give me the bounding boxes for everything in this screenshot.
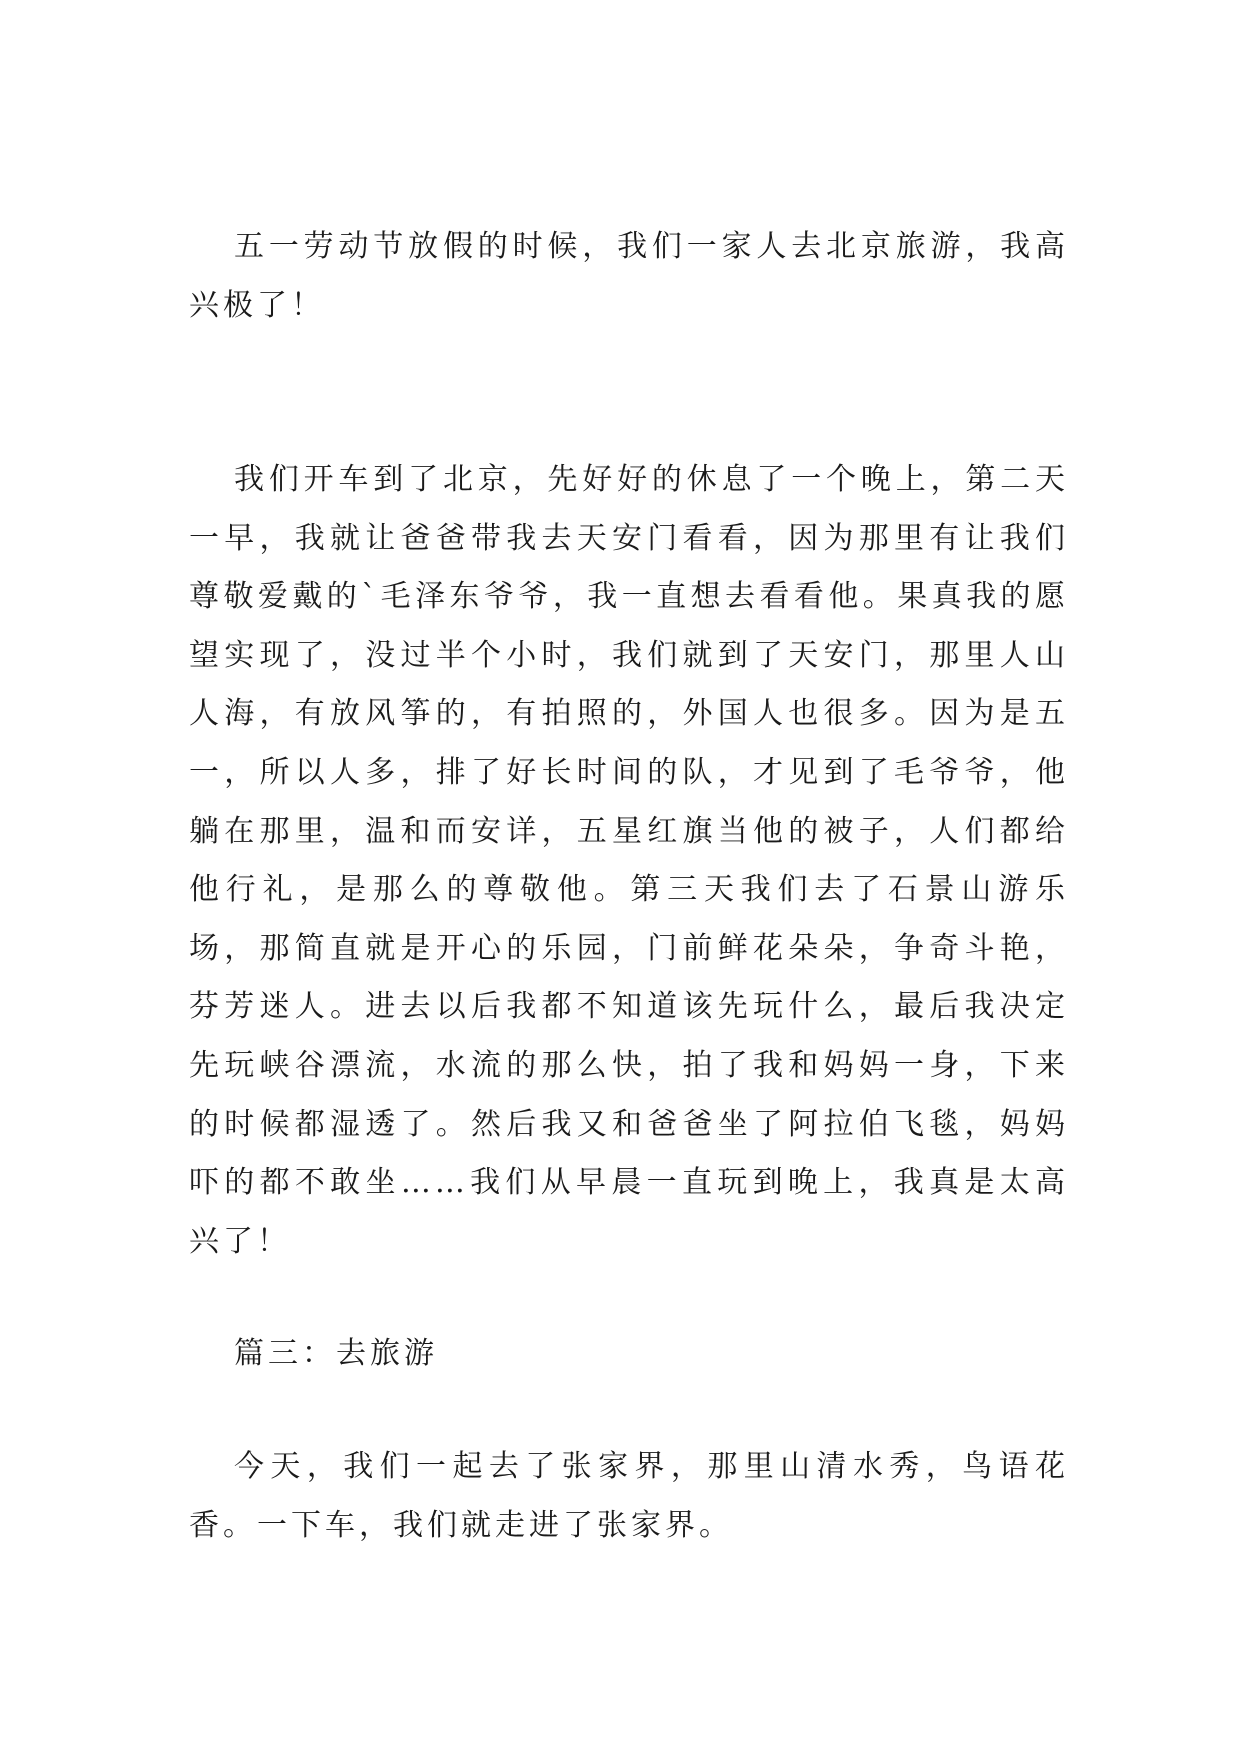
paragraph-zhangjiajie: 今天，我们一起去了张家界，那里山清水秀，鸟语花香。一下车，我们就走进了张家界。	[189, 1449, 1069, 1543]
paragraph-beijing-intro: 五一劳动节放假的时候，我们一家人去北京旅游，我高兴极了！	[189, 229, 1069, 323]
section-heading: 篇三：去旅游	[234, 1336, 438, 1371]
paragraph-beijing-trip: 我们开车到了北京，先好好的休息了一个晚上，第二天一早，我就让爸爸带我去天安门看看，因为那里有让我们尊敬爱戴的`毛泽东爷爷，我一直想去看看他。果真我的愿望实现了，没过半个小时，我们就到了天安门，那里人山人海，有放风筝的，有拍照的，外国人也很多。因为是五一，所以人多，排了好长时间的队，才见到了毛爷爷，他躺在那里，温和而安详，五星红旗当他的被子，人们都给他行礼，是那么的尊敬他。第三天我们去了石景山游乐场，那简直就是开心的乐园，门前鲜花朵朵，争奇斗艳，芬芳迷人。进去以后我都不知道该先玩什么，最后我决定先玩峡谷漂流，水流的那么快，拍了我和妈妈一身，下来的时候都湿透了。然后我又和爸爸坐了阿拉伯飞毯，妈妈吓的都不敢坐……我们从早晨一直玩到晚上，我真是太高兴了！	[189, 462, 1069, 1259]
